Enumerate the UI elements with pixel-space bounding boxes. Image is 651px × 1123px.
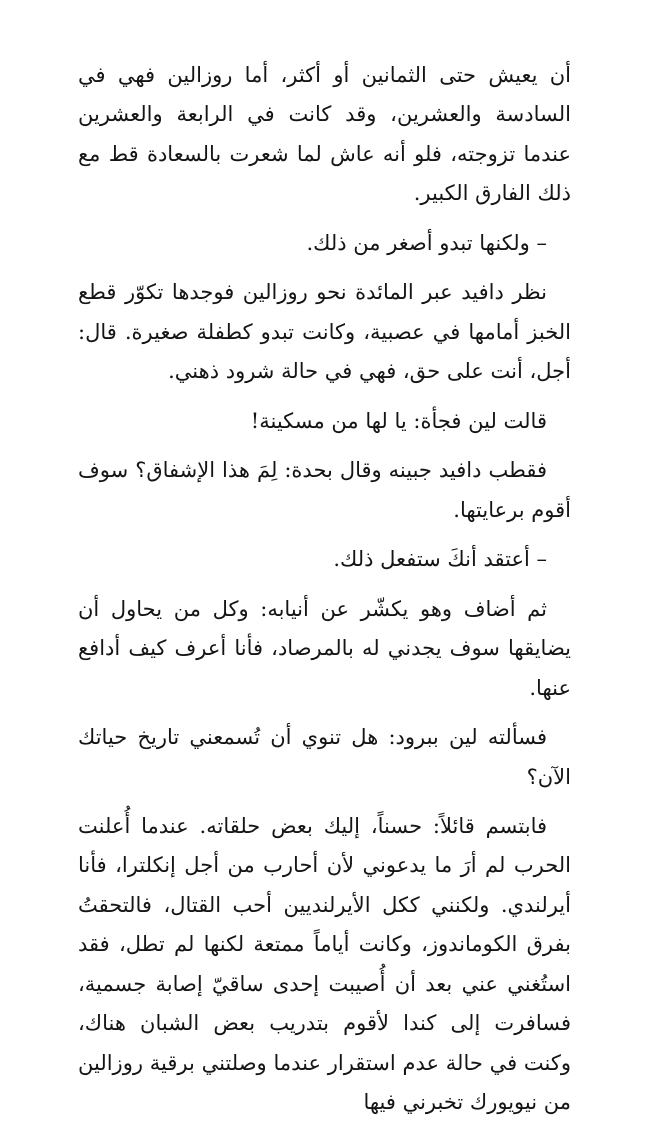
paragraph-david-story: فابتسم قائلاً: حسناً، إليك بعض حلقاته. عندما أُعلنت الحرب لم أرَ ما يدعوني لأن أحارب من أجل إنكلترا، فأنا أيرلندي. ولكنني ككل الأيرلنديين أحب القتال، فالتحقتُ بفرق الكوماندوز، وكانت أياماً ممتعة لكنها لم تطل، فقد استُغني عني بعد أن أُصيبت إحدى ساقيّ إصابة جسمية، فسافرت إلى كندا لأقوم بتدريب بعض الشبان هناك، وكنت في حالة عدم استقرار عندما وصلتني برقية روزالين من نيويورك تخبرني فيها [78, 813, 571, 1115]
paragraph-dialogue-younger: – ولكنها تبدو أصغر من ذلك. [306, 230, 547, 255]
paragraph-continuation: أن يعيش حتى الثمانين أو أكثر، أما روزالين فهي في السادسة والعشرين، وقد كانت في الرابعة والعشرين عندما تزوجته، فلو أنه عاش لما شعرت بالسعادة قط مع ذلك الفارق الكبير. [78, 63, 571, 206]
paragraph-david-frowns: فقطب دافيد جبينه وقال بحدة: لِمَ هذا الإشفاق؟ سوف أقوم برعايتها. [78, 458, 571, 522]
paragraph-lynn-asks: فسألته لين ببرود: هل تنوي أن تُسمعني تاريخ حياتك الآن؟ [78, 725, 571, 789]
paragraph-david-looks: نظر دافيد عبر المائدة نحو روزالين فوجدها تكوّر قطع الخبز أمامها في عصبية، وكانت تبدو كطفلة صغيرة. قال: أجل، أنت على حق، فهي في حالة شرود ذهني. [78, 280, 571, 384]
paragraph-david-adds: ثم أضاف وهو يكشّر عن أنيابه: وكل من يحاول أن يضايقها سوف يجدني له بالمرصاد، فأنا أعرف كيف أدافع عنها. [78, 596, 571, 700]
paragraph-lynn-pity: قالت لين فجأة: يا لها من مسكينة! [250, 408, 547, 433]
paragraph-dialogue-will-do: – أعتقد أنكَ ستفعل ذلك. [333, 547, 547, 572]
